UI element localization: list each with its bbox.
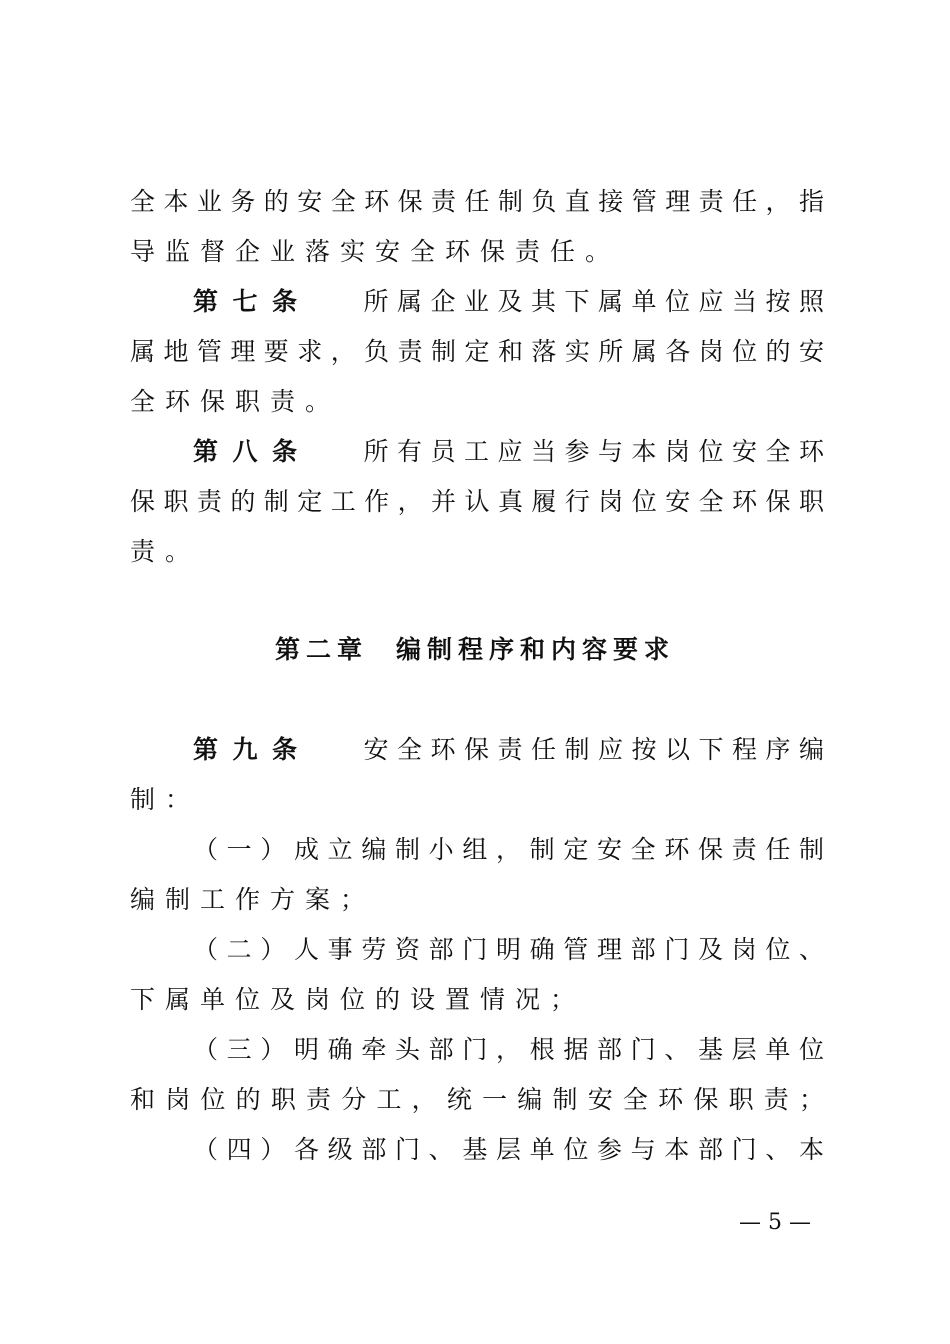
- article-7-first-line: [193, 280, 824, 324]
- paragraph-line: 属地管理要求，负责制定和落实所属各岗位的安: [130, 337, 824, 366]
- article-7-text: 所属企业及其下属单位应当按照: [363, 287, 824, 316]
- chapter-heading: [0, 628, 950, 672]
- paragraph-line: 导监督企业落实安全环保责任。: [130, 237, 621, 266]
- article-9-first-line: [193, 728, 824, 772]
- article-9-text: 安全环保责任制应按以下程序编: [363, 735, 824, 764]
- list-item-4: （四）各级部门、基层单位参与本部门、本: [193, 1135, 824, 1164]
- article-9-heading: 第九条: [193, 735, 312, 764]
- list-item-1: （一）成立编制小组，制定安全环保责任制: [193, 835, 824, 864]
- paragraph-line: 保职责的制定工作，并认真履行岗位安全环保职: [130, 487, 824, 516]
- list-item-3-continuation: 和岗位的职责分工，统一编制安全环保职责；: [130, 1085, 824, 1114]
- list-item-1-continuation: 编制工作方案；: [130, 885, 376, 914]
- chapter-title: 编制程序和内容要求: [396, 635, 676, 664]
- article-8-first-line: [193, 430, 824, 474]
- article-8-heading: 第八条: [193, 437, 312, 466]
- article-7-heading: 第七条: [193, 287, 312, 316]
- chapter-number: 第二章: [274, 635, 368, 664]
- list-item-2: （二）人事劳资部门明确管理部门及岗位、: [193, 935, 824, 964]
- paragraph-line: 制：: [130, 785, 201, 814]
- list-item-2-continuation: 下属单位及岗位的设置情况；: [130, 985, 586, 1014]
- list-item-3: （三）明确牵头部门，根据部门、基层单位: [193, 1035, 824, 1064]
- page-number: — 5 —: [739, 1210, 811, 1235]
- paragraph-line: 全本业务的安全环保责任制负直接管理责任，指: [130, 187, 824, 216]
- paragraph-line: 全环保职责。: [130, 387, 341, 416]
- article-8-text: 所有员工应当参与本岗位安全环: [363, 437, 824, 466]
- paragraph-line: 责。: [130, 537, 201, 566]
